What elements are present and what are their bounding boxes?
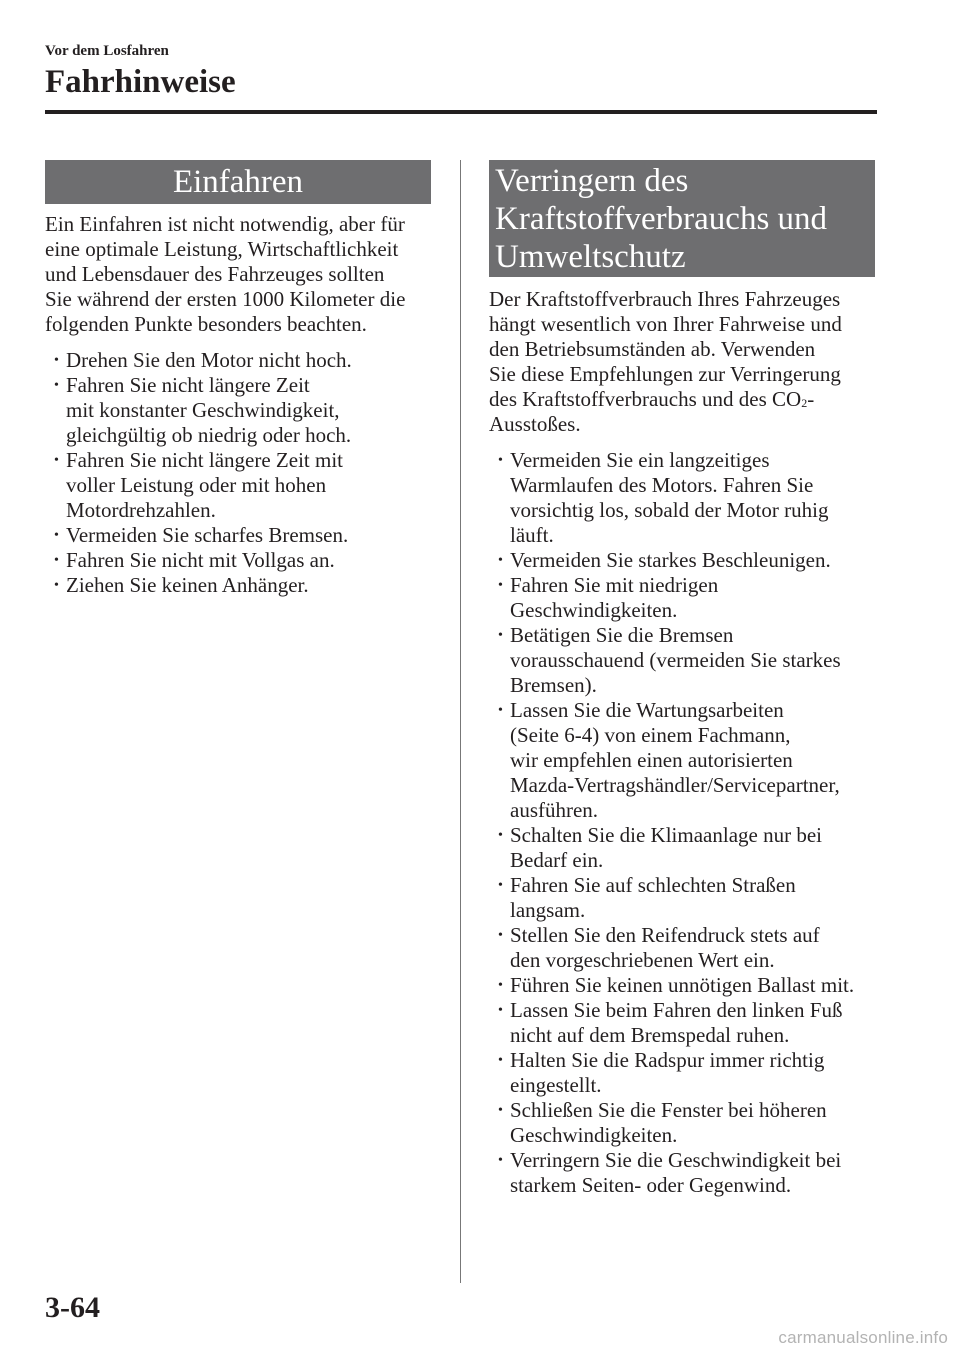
list-item: • Schließen Sie die Fenster bei höheren Geschwindigkeiten.: [489, 1098, 875, 1148]
list-item: • Betätigen Sie die Bremsen vorausschauend (vermeiden Sie starkes Bremsen).: [489, 623, 875, 698]
list-item: • Fahren Sie mit niedrigen Geschwindigkeiten.: [489, 573, 875, 623]
co2-line: des Kraftstoffverbrauchs und des $CO_2-$: [489, 387, 815, 411]
list-item: • Halten Sie die Radspur immer richtig eingestellt.: [489, 1048, 875, 1098]
list-item: • Schalten Sie die Klimaanlage nur bei Bedarf ein.: [489, 823, 875, 873]
list-item: • Fahren Sie nicht mit Vollgas an.: [45, 548, 431, 573]
list-item: • Lassen Sie beim Fahren den linken Fuß nicht auf dem Bremspedal ruhen.: [489, 998, 875, 1048]
column-divider: [460, 160, 461, 1283]
heading-einfahren: Einfahren: [45, 160, 431, 204]
list-item: • Fahren Sie nicht längere Zeit mit konstanter Geschwindigkeit, gleichgültig ob niedrig oder hoch.: [45, 373, 431, 448]
watermark: carmanualsonline.info: [778, 1328, 948, 1347]
right-column: [489, 160, 875, 1198]
list-item: • Vermeiden Sie starkes Beschleunigen.: [489, 548, 875, 573]
intro-paragraph: Der Kraftstoffverbrauch Ihres Fahrzeuges hängt wesentlich von Ihrer Fahrweise und den Betriebsumständen ab. Verwenden Sie diese Empfehlungen zur Verringerung des Kraftstoffverbrauchs und des $CO_2-$ Ausstoßes.: [489, 287, 875, 437]
list-item: • Fahren Sie auf schlechten Straßen langsam.: [489, 873, 875, 923]
header-rule: [45, 110, 877, 114]
list-item: • Fahren Sie nicht längere Zeit mit voller Leistung oder mit hohen Motordrehzahlen.: [45, 448, 431, 523]
list-item: • Stellen Sie den Reifendruck stets auf den vorgeschriebenen Wert ein.: [489, 923, 875, 973]
list-item: • Führen Sie keinen unnötigen Ballast mit.: [489, 973, 875, 998]
heading-fuel-saving: Verringern des Kraftstoffverbrauchs und Umweltschutz: [489, 160, 875, 277]
list-item: • Verringern Sie die Geschwindigkeit bei starkem Seiten- oder Gegenwind.: [489, 1148, 875, 1198]
intro-paragraph: Ein Einfahren ist nicht notwendig, aber für eine optimale Leistung, Wirtschaftlichkeit und Lebensdauer des Fahrzeuges sollten Sie während der ersten 1000 Kilometer die folgenden Punkte besonders beachten.: [45, 212, 406, 336]
list-item: • Lassen Sie die Wartungsarbeiten (Seite 6-4) von einem Fachmann, wir empfehlen einen autorisierten Mazda-Vertragshändler/Servicepartner, ausführen.: [489, 698, 875, 823]
page-number: 3-64: [45, 1291, 100, 1324]
fuel-tips-list: [489, 448, 875, 1198]
page-header: [45, 42, 877, 102]
left-column: [45, 160, 431, 598]
list-item: • Drehen Sie den Motor nicht hoch.: [45, 348, 431, 373]
section-label: Vor dem Losfahren: [45, 43, 169, 59]
list-item: • Ziehen Sie keinen Anhänger.: [45, 573, 431, 598]
run-in-list: [45, 348, 431, 598]
list-item: • Vermeiden Sie ein langzeitiges Warmlaufen des Motors. Fahren Sie vorsichtig los, sobald der Motor ruhig läuft.: [489, 448, 875, 548]
list-item: • Vermeiden Sie scharfes Bremsen.: [45, 523, 431, 548]
chapter-title: Fahrhinweise: [45, 64, 236, 100]
